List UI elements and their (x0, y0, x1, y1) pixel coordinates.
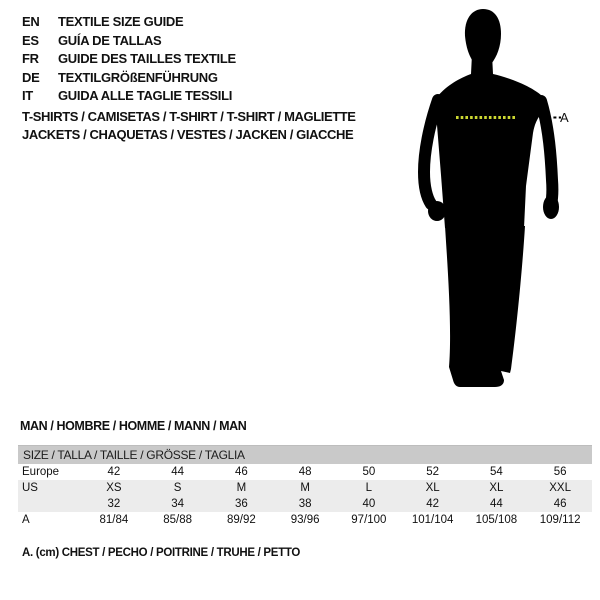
table-cell: 97/100 (351, 514, 387, 526)
table-cell: M (236, 482, 247, 494)
size-table (18, 445, 592, 528)
garment-categories (22, 108, 356, 145)
table-cell: 54 (489, 466, 503, 478)
table-cell: 109/112 (539, 514, 581, 526)
language-code: ES (22, 32, 39, 48)
footnote-measurement-legend: A. (cm) CHEST / PECHO / POITRINE / TRUHE / PETTO (22, 547, 301, 559)
table-cell: M (300, 482, 310, 494)
table-row-label: A (22, 514, 30, 526)
size-table-header: SIZE / TALLA / TAILLE / GRÖSSE / TAGLIA (18, 445, 592, 464)
table-row-europe (18, 464, 592, 480)
table-cell: 42 (107, 466, 121, 478)
table-cell: L (365, 482, 373, 494)
table-cell: 93/96 (290, 514, 320, 526)
table-cell: S (173, 482, 182, 494)
language-row (22, 87, 236, 106)
language-label: TEXTILE SIZE GUIDE (58, 14, 184, 29)
measurement-label-a: A (560, 110, 569, 125)
table-cell: XXL (549, 482, 571, 494)
table-cell: 38 (298, 498, 312, 510)
language-row (22, 50, 236, 69)
table-cell: 85/88 (163, 514, 193, 526)
table-cell: 52 (426, 466, 440, 478)
man-silhouette-svg (405, 5, 580, 395)
table-row-us (18, 480, 592, 496)
section-title-man: MAN / HOMBRE / HOMME / MANN / MAN (20, 419, 247, 433)
language-row (22, 13, 236, 32)
language-code: EN (22, 14, 40, 29)
table-row-numeric (18, 496, 592, 512)
man-silhouette-figure (405, 5, 580, 395)
table-cell: XL (425, 482, 440, 494)
language-code: FR (22, 51, 39, 67)
table-cell: 36 (234, 498, 248, 510)
language-label: GUIDE DES TAILLES TEXTILE (58, 51, 236, 67)
language-label: TEXTILGRÖßENFÜHRUNG (58, 69, 218, 85)
table-cell: 34 (171, 498, 185, 510)
category-line-jackets: JACKETS / CHAQUETAS / VESTES / JACKEN / GIACCHE (22, 127, 354, 143)
language-label: GUÍA DE TALLAS (58, 32, 162, 48)
table-cell: 105/108 (475, 514, 518, 526)
table-cell: 46 (553, 498, 567, 510)
table-cell: XS (106, 482, 122, 494)
table-cell: 50 (362, 466, 376, 478)
table-cell: 40 (362, 498, 376, 510)
table-cell: 32 (107, 498, 121, 510)
table-cell: 81/84 (99, 514, 129, 526)
table-row-label: Europe (22, 466, 60, 478)
table-cell: 44 (489, 498, 503, 510)
language-code: DE (22, 69, 40, 85)
table-row-label: US (22, 482, 38, 494)
table-cell: 46 (234, 466, 248, 478)
table-cell: 42 (426, 498, 440, 510)
table-cell: 48 (298, 466, 312, 478)
table-cell: XL (489, 482, 504, 494)
language-row (22, 32, 236, 51)
table-row-chest-cm (18, 512, 592, 528)
language-list (22, 13, 236, 106)
category-line-tshirts: T-SHIRTS / CAMISETAS / T-SHIRT / T-SHIRT / MAGLIETTE (22, 109, 356, 124)
language-code: IT (22, 88, 33, 104)
table-cell: 89/92 (226, 514, 256, 526)
table-cell: 44 (171, 466, 185, 478)
table-cell: 101/104 (411, 514, 454, 526)
table-cell: 56 (553, 466, 567, 478)
language-label: GUIDA ALLE TAGLIE TESSILI (58, 88, 233, 104)
man-silhouette-shape (424, 9, 559, 387)
language-row (22, 69, 236, 88)
